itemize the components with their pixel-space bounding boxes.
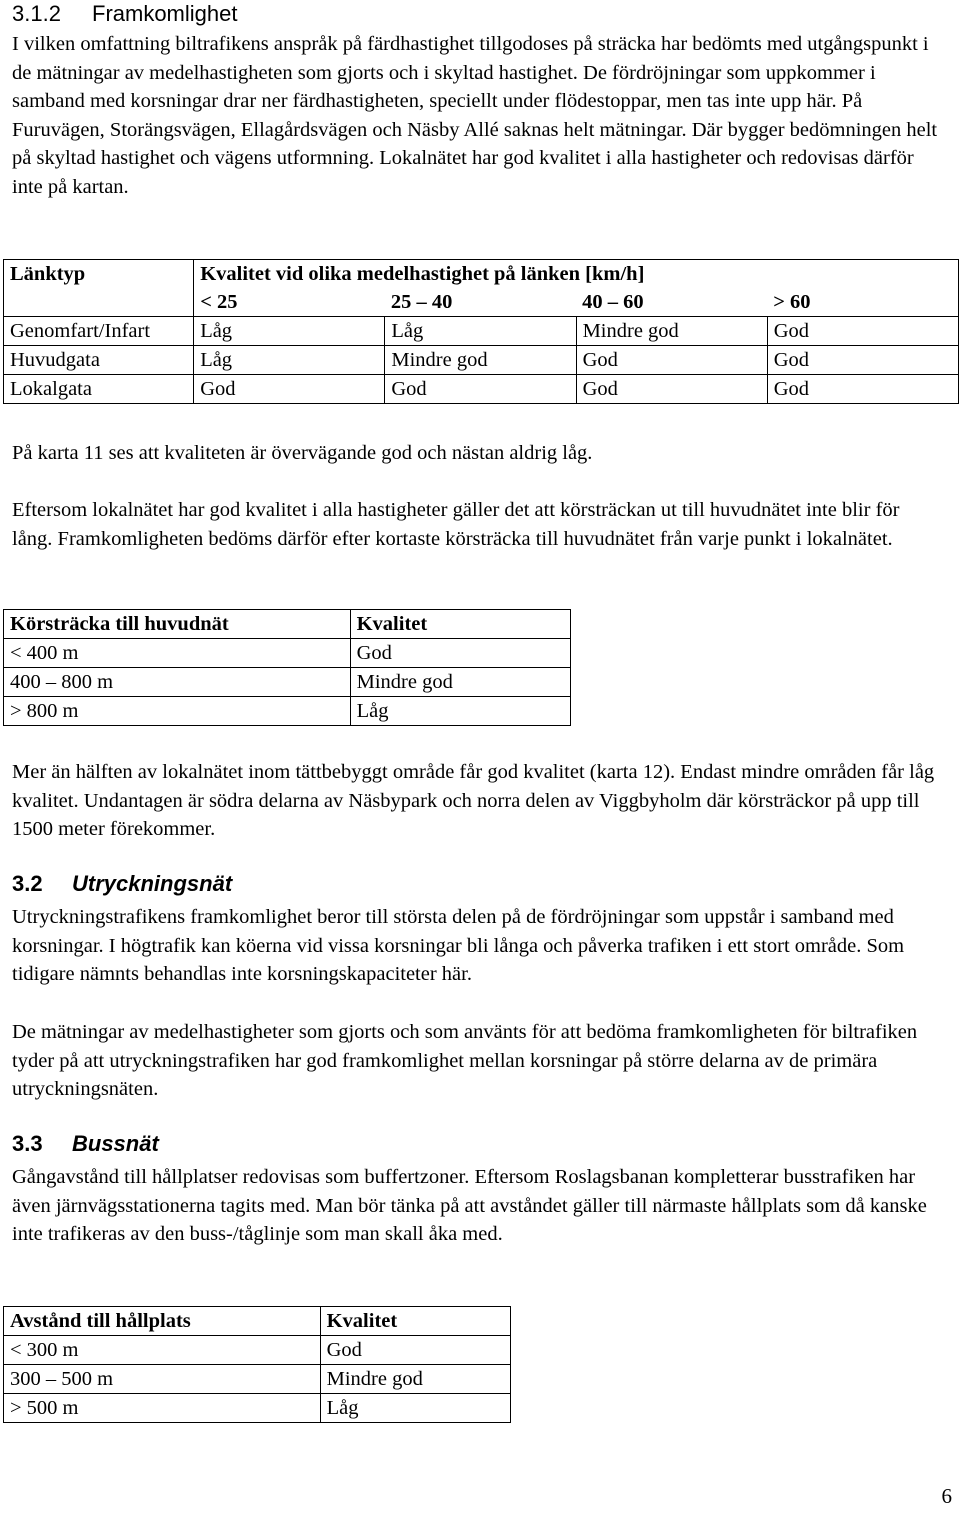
table-cell: God <box>576 346 767 375</box>
table-row <box>4 1365 511 1394</box>
paragraph-bus-stops: Gångavstånd till hållplatser redovisas som buffertzoner. Eftersom Roslagsbanan kompletterar busstrafiken har även järnvägsstationerna tagits med. Man bör tänka på att avståndet gäller till närmaste hållplats som då kanske inte trafikeras av den buss-/tåglinje som man skall åka med. <box>12 1166 927 1245</box>
section-number: 3.3 <box>12 1131 43 1156</box>
table-row <box>4 375 959 404</box>
page-number: 6 <box>941 1484 952 1508</box>
speed-header: < 25 <box>194 288 385 317</box>
table-cell: Låg <box>194 346 385 375</box>
table-cell: God <box>385 375 576 404</box>
table-row <box>4 697 571 726</box>
speed-header: > 60 <box>767 288 958 317</box>
table-cell: God <box>767 317 958 346</box>
table-row <box>4 317 959 346</box>
table-cell: God <box>350 639 570 668</box>
section-number: 3.2 <box>12 871 43 896</box>
speed-header: 40 – 60 <box>576 288 767 317</box>
table-header-row <box>4 260 959 289</box>
table-cell: Mindre god <box>320 1365 510 1394</box>
table-cell: < 300 m <box>4 1336 321 1365</box>
table-cell: Mindre god <box>576 317 767 346</box>
table-row <box>4 1336 511 1365</box>
speed-header: 25 – 40 <box>385 288 576 317</box>
table-header-row <box>4 1307 511 1336</box>
paragraph-intro: I vilken omfattning biltrafikens anspråk på färdhastighet tillgodoses på sträcka har bedömts med utgångspunkt i de mätningar av medelhastigheten som gjorts och i skyltad hastighet. De fördröjningar som uppkommer i samband med korsningar drar ner färdhastigheten, speciellt under flödestoppar, men tas inte upp här. På Furuvägen, Storängsvägen, Ellagårdsvägen och Näsby Allé saknas helt mätningar. Där bygger bedömningen helt på skyltad hastighet och vägens utformning. Lokalnätet har god kvalitet i alla hastigheter och redovisas därför inte på kartan. <box>12 33 938 198</box>
table-cell: 300 – 500 m <box>4 1365 321 1394</box>
table-cell: Huvudgata <box>4 346 194 375</box>
column-header: Kvalitet <box>320 1307 510 1336</box>
paragraph-map11: På karta 11 ses att kvaliteten är övervägande god och nästan aldrig låg. <box>12 442 593 464</box>
section-title: Framkomlighet <box>92 1 238 26</box>
section-heading-3-1-2 <box>12 0 237 28</box>
section-title: Utryckningsnät <box>72 871 233 896</box>
column-group-header: Kvalitet vid olika medelhastighet på länken [km/h] <box>194 260 959 289</box>
table-cell: God <box>320 1336 510 1365</box>
table-cell: Mindre god <box>385 346 576 375</box>
table-cell: Mindre god <box>350 668 570 697</box>
section-heading-3-2 <box>12 870 232 898</box>
column-header: Körsträcka till huvudnät <box>4 610 351 639</box>
table-cell: Genomfart/Infart <box>4 317 194 346</box>
table-cell: > 800 m <box>4 697 351 726</box>
section-number: 3.1.2 <box>12 1 61 26</box>
stop-distance-table <box>3 1306 511 1423</box>
paragraph-emergency-traffic: Utryckningstrafikens framkomlighet beror till största delen på de fördröjningar som uppstår i samband med korsningar. I högtrafik kan köerna vid vissa korsningar bli långa och påverka trafiken i ett stort område. Som tidigare nämnts behandlas inte korsningskapaciteter här. <box>12 906 905 985</box>
column-header: Kvalitet <box>350 610 570 639</box>
table-row <box>4 639 571 668</box>
table-cell: < 400 m <box>4 639 351 668</box>
table-cell: God <box>767 346 958 375</box>
section-title: Bussnät <box>72 1131 159 1156</box>
table-row <box>4 346 959 375</box>
table-header-row <box>4 610 571 639</box>
section-heading-3-3 <box>12 1130 159 1158</box>
table-cell: > 500 m <box>4 1394 321 1423</box>
table-cell: God <box>767 375 958 404</box>
table-row <box>4 668 571 697</box>
table-cell: 400 – 800 m <box>4 668 351 697</box>
table-cell: God <box>194 375 385 404</box>
table-cell: God <box>576 375 767 404</box>
distance-quality-table <box>3 609 571 726</box>
paragraph-measurements: De mätningar av medelhastigheter som gjorts och som använts för att bedöma framkomligheten för biltrafiken tyder på att utryckningstrafiken har god framkomlighet mellan korsningar på större delarna av de primära utryckningsnäten. <box>12 1021 918 1100</box>
speed-quality-table <box>3 259 959 404</box>
table-cell: Låg <box>350 697 570 726</box>
table-cell: Lokalgata <box>4 375 194 404</box>
column-header: Avstånd till hållplats <box>4 1307 321 1336</box>
table-row <box>4 1394 511 1423</box>
paragraph-local-network: Eftersom lokalnätet har god kvalitet i alla hastigheter gäller det att körsträckan ut till huvudnätet inte blir för lång. Framkomligheten bedöms därför efter kortaste körsträcka till huvudnätet från varje punkt i lokalnätet. <box>12 499 900 550</box>
table-cell: Låg <box>320 1394 510 1423</box>
table-cell: Låg <box>385 317 576 346</box>
table-cell: Låg <box>194 317 385 346</box>
paragraph-half-local: Mer än hälften av lokalnätet inom tättbebyggt område får god kvalitet (karta 12). Endast mindre områden får låg kvalitet. Undantagen är södra delarna av Näsbypark och norra delen av Viggbyholm där körsträckor på upp till 1500 meter förekommer. <box>12 761 935 840</box>
column-header-linktype: Länktyp <box>4 260 194 317</box>
